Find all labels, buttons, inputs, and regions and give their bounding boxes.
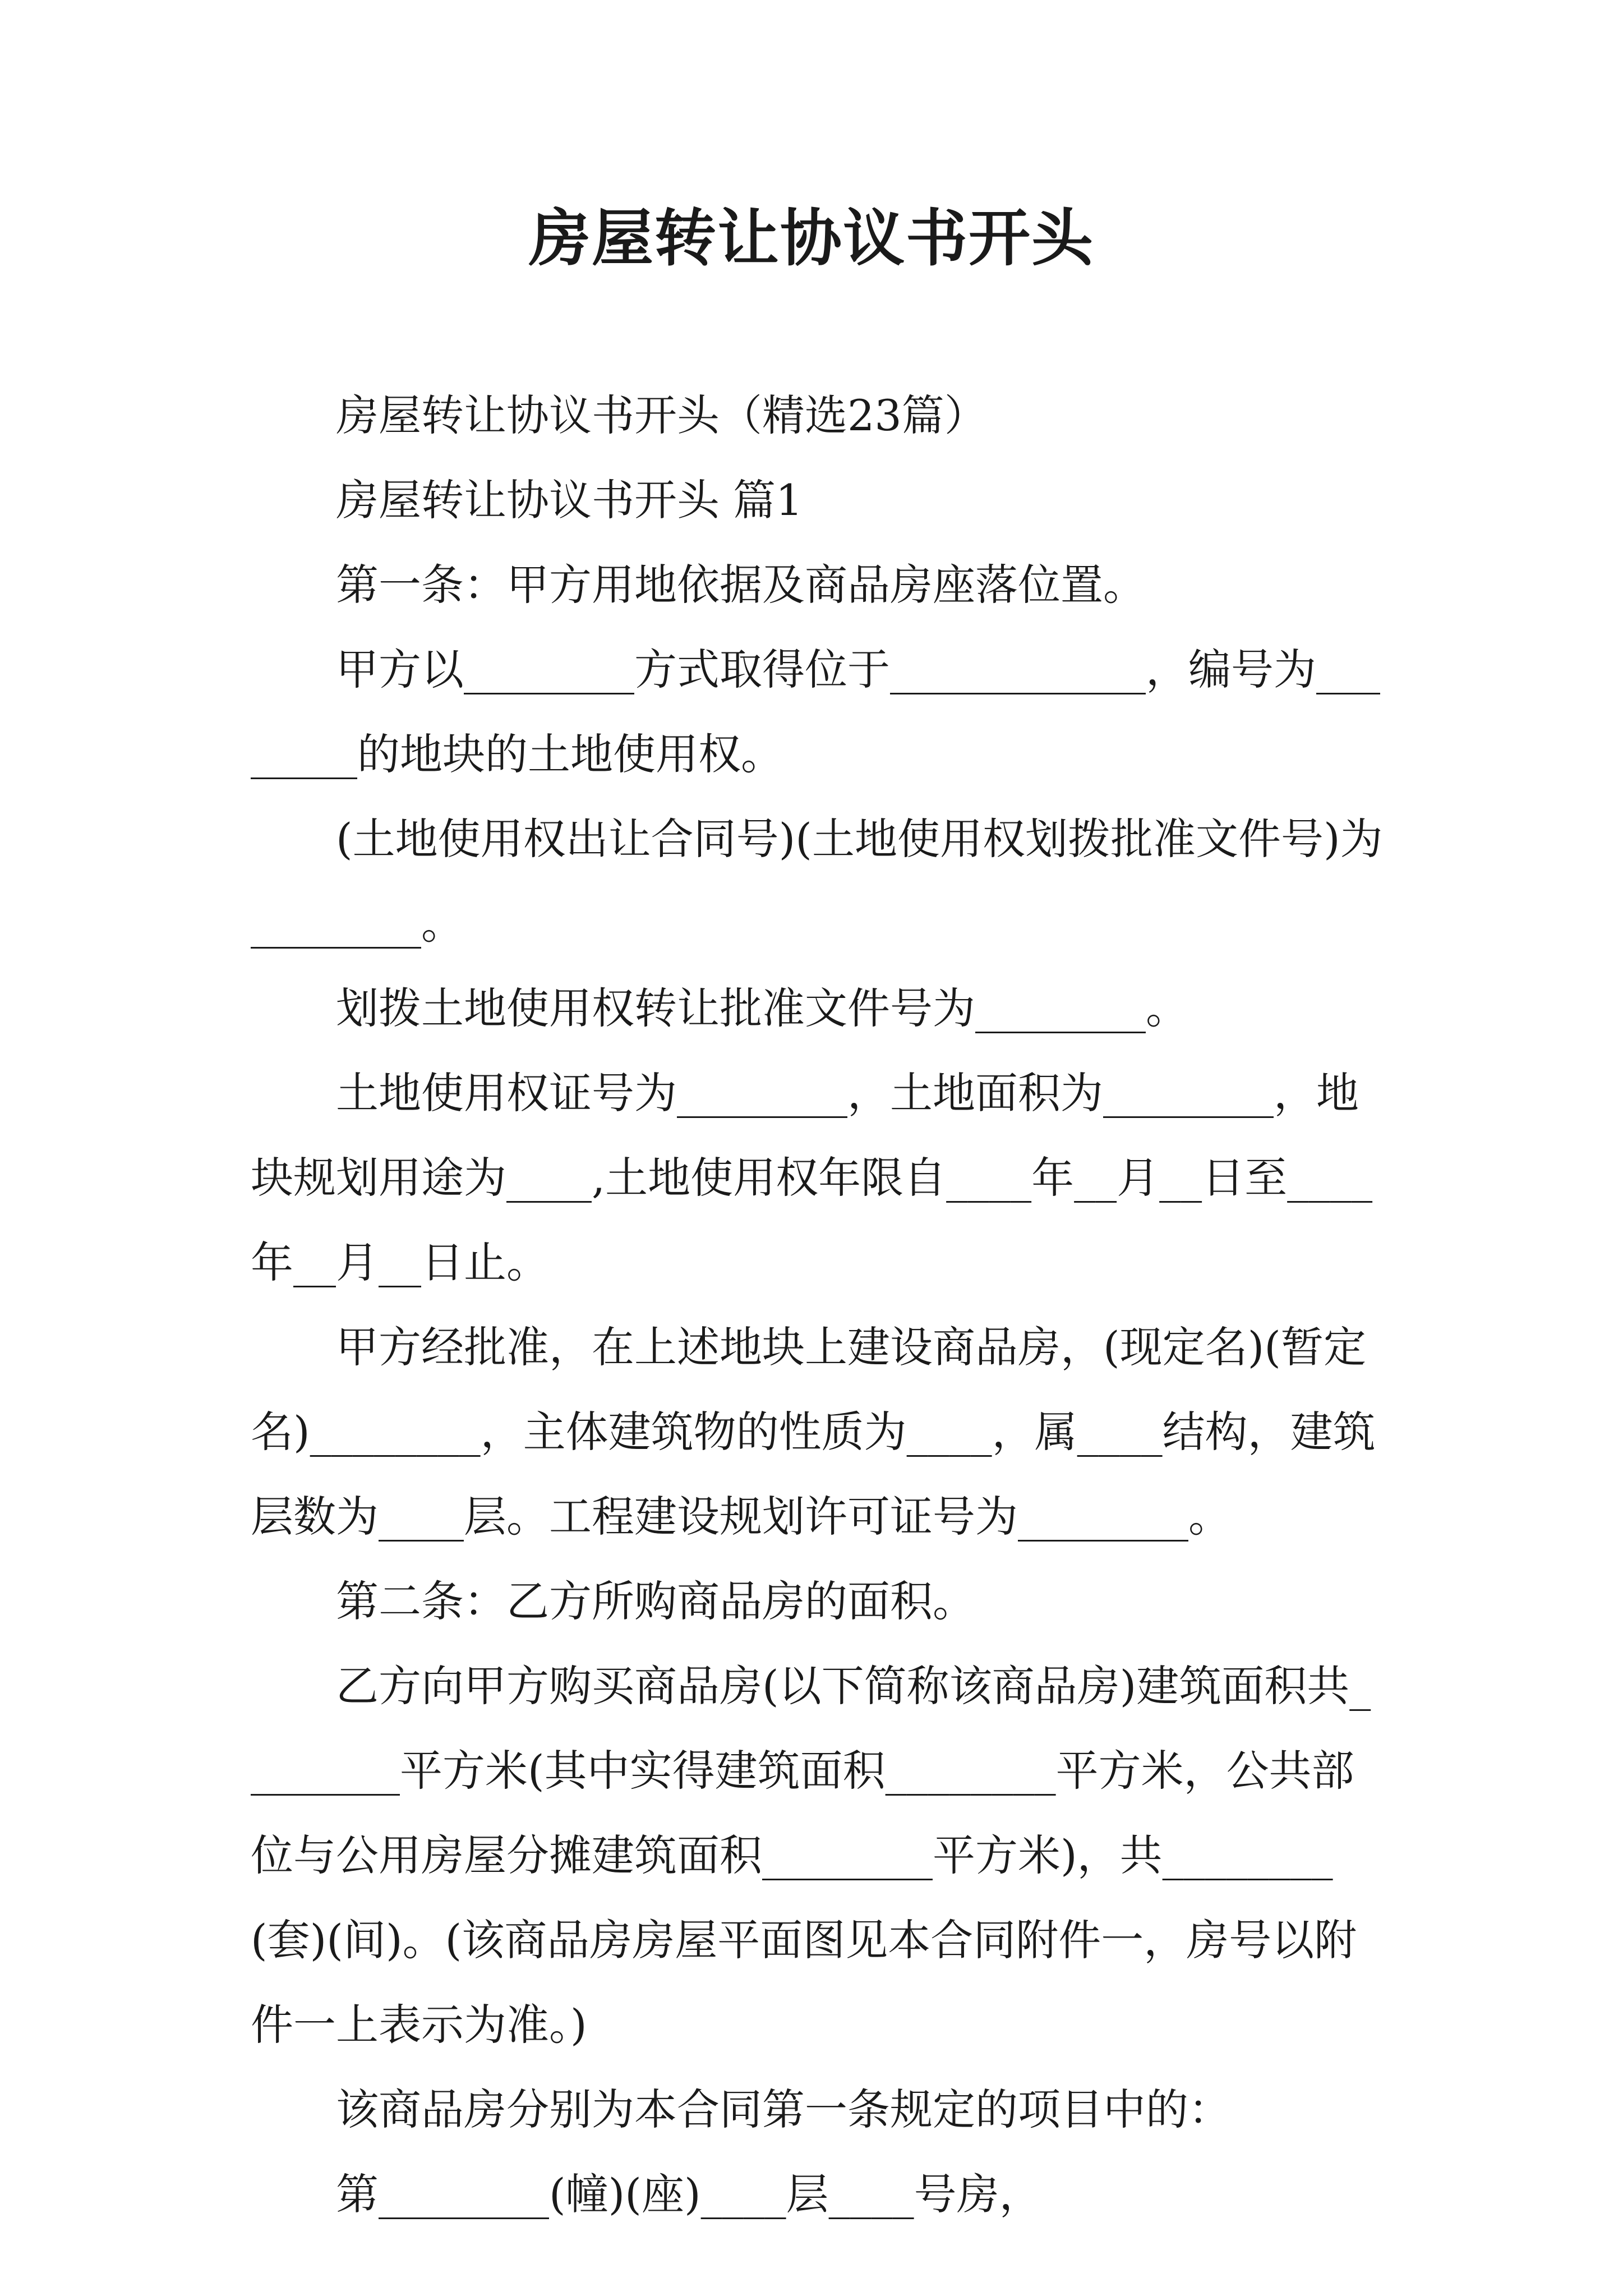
paragraph-land-acquisition: 甲方以________方式取得位于____________，编号为________的地块的土地使用权。: [251, 645, 1380, 779]
paragraph-room-number: 第________(幢)(座)____层____号房，: [336, 2169, 1042, 2219]
paragraph-article-2-heading: 第二条：乙方所购商品房的面积。: [336, 1576, 975, 1626]
paragraph-purchase-area: 乙方向甲方购买商品房(以下简称该商品房)建筑面积共________平方米(其中实得建筑面积________平方米，公共部位与公用房屋分摊建筑面积________平方米)，共________(套)(间)。(该商品房房屋平面图见本合同附件一，房号以附件一上表示为准。): [251, 1661, 1371, 2050]
paragraph-construction-approval: 甲方经批准，在上述地块上建设商品房，(现定名)(暂定名)________，主体建筑物的性质为____，属____结构，建筑层数为____层。工程建设规划许可证号为________。: [251, 1322, 1376, 1542]
paragraph-contract-number: (土地使用权出让合同号)(土地使用权划拨批准文件号)为________。: [251, 814, 1383, 949]
paragraph-article-1-heading: 第一条：甲方用地依据及商品房座落位置。: [336, 560, 1146, 610]
document-title: 房屋转让协议书开头: [529, 202, 1094, 274]
paragraph-approval-number: 划拨土地使用权转让批准文件号为________。: [336, 983, 1188, 1033]
paragraph-collection-title: 房屋转让协议书开头（精选23篇）: [336, 390, 987, 440]
paragraph-land-certificate: 土地使用权证号为________，土地面积为________，地块规划用途为____,土地使用权年限自____年__月__日至____年__月__日止。: [251, 1068, 1373, 1287]
document-body: [251, 373, 1389, 2237]
paragraph-project-reference: 该商品房分别为本合同第一条规定的项目中的：: [336, 2085, 1231, 2134]
paragraph-section-heading: 房屋转让协议书开头 篇1: [336, 475, 803, 525]
